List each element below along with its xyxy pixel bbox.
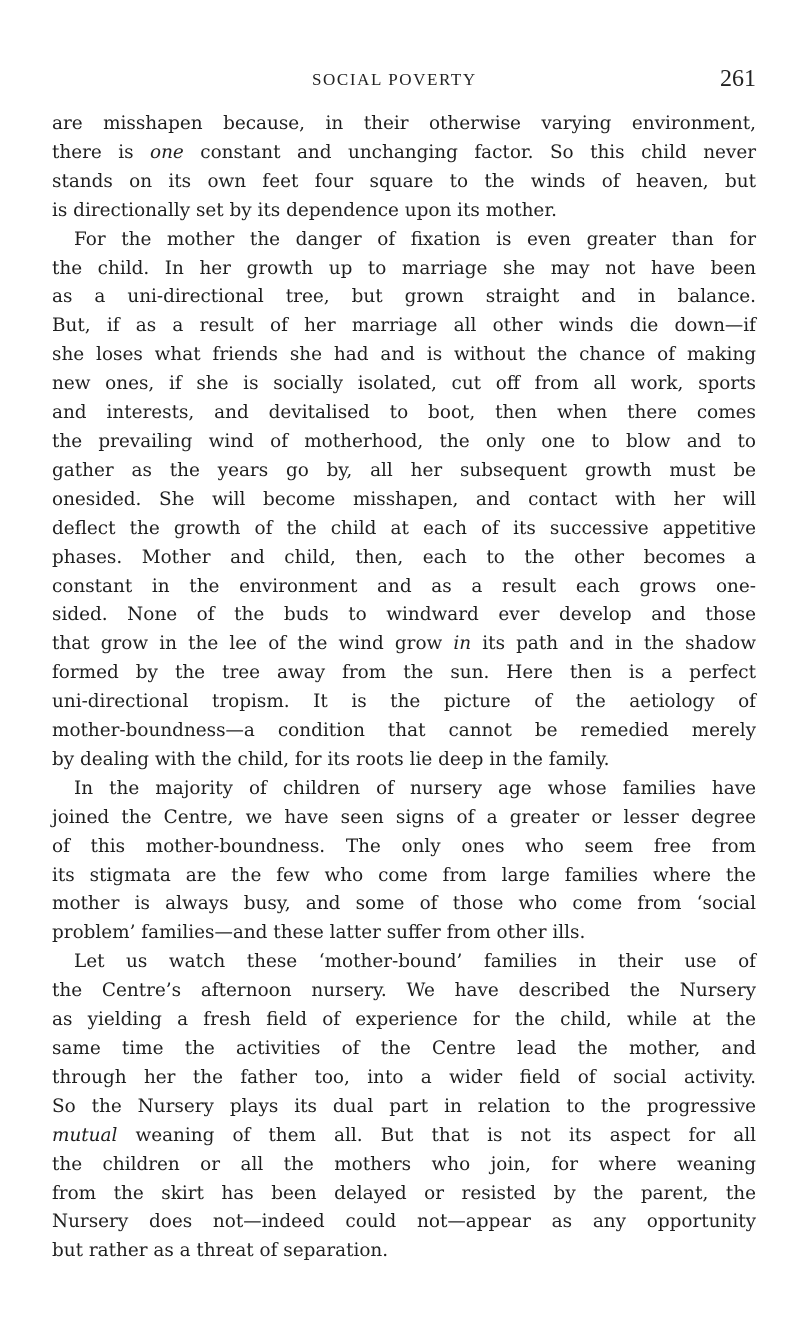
- text-line: For the mother the danger of fixation is even greater than for: [74, 228, 756, 250]
- text-line: from the skirt has been delayed or resisted by the parent, the: [52, 1182, 756, 1204]
- body-text: [52, 110, 756, 1266]
- text-line: mother is always busy, and some of those who come from ‘social: [52, 893, 756, 915]
- emphasis: in: [453, 633, 472, 655]
- emphasis: one: [150, 141, 184, 163]
- text-line: Let us watch these ‘mother-bound’ families in their use of: [74, 951, 756, 973]
- text-line: as a uni-directional tree, but grown straight and in balance.: [52, 286, 756, 308]
- text-line: mother-boundness—a condition that cannot be remedied merely: [52, 720, 756, 742]
- text-line: the Centre’s afternoon nursery. We have described the Nursery: [52, 980, 756, 1002]
- text-line: problem’ families—and these latter suffer from other ills.: [52, 922, 586, 944]
- text-line: mutual weaning of them all. But that is not its aspect for all: [52, 1124, 756, 1146]
- text-line: formed by the tree away from the sun. Here then is a perfect: [52, 662, 756, 684]
- text-line: through her the father too, into a wider field of social activity.: [52, 1066, 756, 1088]
- paragraph: [52, 775, 756, 948]
- text-line: phases. Mother and child, then, each to the other becomes a: [52, 546, 756, 568]
- text-line: In the majority of children of nursery age whose families have: [74, 777, 756, 799]
- running-title: SOCIAL POVERTY: [312, 70, 477, 89]
- page-number: 261: [720, 66, 756, 92]
- text-line: there is one constant and unchanging factor. So this child never: [52, 141, 756, 163]
- text-line: the prevailing wind of motherhood, the only one to blow and to: [52, 430, 756, 452]
- text-line: uni-directional tropism. It is the picture of the aetiology of: [52, 691, 756, 713]
- text-line: is directionally set by its dependence upon its mother.: [52, 199, 557, 221]
- text-line: sided. None of the buds to windward ever develop and those: [52, 604, 756, 626]
- emphasis: mutual: [52, 1124, 118, 1146]
- text-line: onesided. She will become misshapen, and contact with her will: [52, 488, 756, 510]
- text-line: of this mother-boundness. The only ones who seem free from: [52, 835, 756, 857]
- text-line: that grow in the lee of the wind grow in its path and in the shadow: [52, 633, 756, 655]
- text-line: but rather as a threat of separation.: [52, 1240, 389, 1262]
- text-line: gather as the years go by, all her subsequent growth must be: [52, 459, 756, 481]
- text-line: new ones, if she is socially isolated, cut off from all work, sports: [52, 373, 756, 395]
- text-line: she loses what friends she had and is without the chance of making: [52, 344, 756, 366]
- text-line: same time the activities of the Centre lead the mother, and: [52, 1038, 756, 1059]
- paragraph: [52, 110, 756, 226]
- text-line: joined the Centre, we have seen signs of a greater or lesser degree: [52, 806, 756, 828]
- text-line: But, if as a result of her marriage all other winds die down—if: [52, 315, 756, 337]
- text-line: constant in the environment and as a result each grows one-: [52, 575, 756, 597]
- text-line: by dealing with the child, for its roots lie deep in the family.: [52, 748, 610, 770]
- text-line: the children or all the mothers who join, for where weaning: [52, 1153, 756, 1175]
- text-line: and interests, and devitalised to boot, then when there comes: [52, 402, 756, 424]
- text-line: So the Nursery plays its dual part in relation to the progressive: [52, 1095, 756, 1117]
- text-line: the child. In her growth up to marriage she may not have been: [52, 257, 756, 279]
- text-line: its stigmata are the few who come from large families where the: [52, 864, 756, 886]
- paragraph: [52, 948, 756, 1266]
- text-line: deflect the growth of the child at each of its successive appetitive: [52, 517, 756, 539]
- text-line: as yielding a fresh field of experience for the child, while at the: [52, 1009, 756, 1031]
- text-line: stands on its own feet four square to the winds of heaven, but: [52, 170, 756, 192]
- paragraph: [52, 226, 756, 775]
- running-header: [0, 66, 800, 96]
- text-line: Nursery does not—indeed could not—appear as any opportunity: [52, 1211, 756, 1233]
- text-line: are misshapen because, in their otherwise varying environment,: [52, 113, 756, 134]
